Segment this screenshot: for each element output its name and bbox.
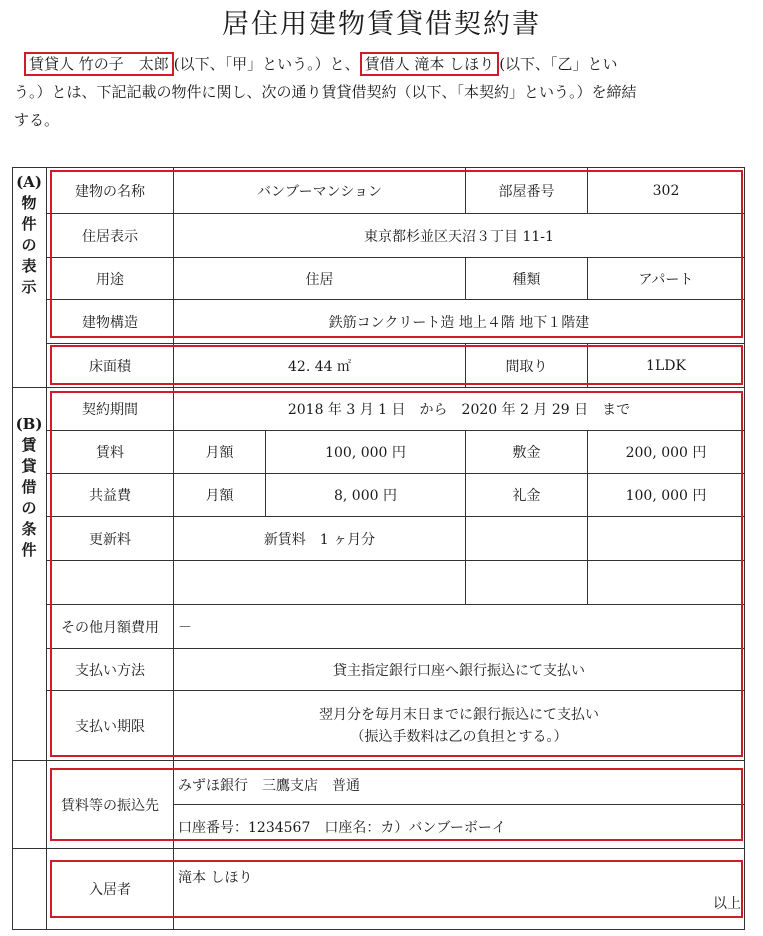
- type-label: 種類: [512, 271, 541, 288]
- renewal-label: 更新料: [89, 531, 131, 548]
- renewal-value: 新賃料 1 ヶ月分: [263, 531, 376, 548]
- section-b-char: 件: [21, 541, 37, 559]
- common-monthly-label: 月額: [205, 488, 234, 504]
- section-b-char: 賃: [21, 436, 37, 454]
- structure-label: 建物構造: [82, 314, 138, 331]
- lessee-name: 賃借人 滝本 しほり: [360, 52, 500, 76]
- section-a-char: の: [21, 236, 37, 254]
- section-b-char: 条: [21, 520, 37, 538]
- period-label: 契約期間: [82, 402, 138, 418]
- bank-label: 賃料等の振込先: [61, 797, 159, 814]
- document-title: 居住用建物賃貸借契約書: [222, 9, 541, 40]
- payment-deadline-value: [174, 691, 744, 760]
- section-a-char: 示: [21, 278, 37, 296]
- intro-text-1: (以下、「甲」という。）と、: [173, 55, 360, 73]
- payment-deadline-line-1: 翌月分を毎月末日までに銀行振込にて支払い: [319, 706, 599, 723]
- payment-method-label: 支払い方法: [75, 662, 145, 679]
- structure-value: 鉄筋コンクリート造 地上４階 地下１階建: [328, 314, 590, 331]
- floor-area-label: 床面積: [89, 358, 131, 375]
- other-fee-value: －: [178, 619, 192, 636]
- use-label: 用途: [96, 271, 124, 288]
- bank-line-2: 口座番号：1234567 口座名：カ）バンブーボーイ: [178, 820, 506, 836]
- address-label: 住居表示: [82, 228, 138, 245]
- section-b-letter: (B): [15, 415, 43, 433]
- section-a-char: 件: [21, 215, 37, 233]
- intro-line-3: する。: [14, 111, 60, 129]
- intro-text-2: (以下、「乙」とい: [499, 55, 618, 73]
- section-a-label: [12, 172, 46, 298]
- room-number-label: 部屋番号: [498, 183, 555, 200]
- section-b-char: 貸: [21, 457, 37, 475]
- payment-deadline-label: 支払い期限: [75, 718, 145, 735]
- bank-line-1: みずほ銀行 三鷹支店 普通: [178, 778, 360, 794]
- section-b-char: の: [21, 499, 37, 517]
- key-money-value: 100, 000 円: [625, 488, 707, 504]
- resident-label: 入居者: [89, 882, 131, 898]
- lessor-name: 賃貸人 竹の子 太郎: [24, 52, 174, 76]
- rent-value: 100, 000 円: [325, 445, 406, 461]
- payment-method-value: 貸主指定銀行口座へ銀行振込にて支払い: [333, 662, 585, 679]
- layout-value: 1LDK: [646, 357, 686, 374]
- resident-name: 滝本 しほり: [178, 870, 253, 886]
- intro-line-2: う。）とは、下記記載の物件に関し、次の通り賃貸借契約（以下、「本契約」という。）を締結: [14, 83, 637, 101]
- intro-paragraph: [14, 50, 749, 134]
- section-a-char: 表: [21, 257, 37, 275]
- section-b-char: 借: [21, 478, 37, 496]
- deposit-value: 200, 000 円: [625, 445, 707, 461]
- rent-monthly-label: 月額: [205, 445, 234, 461]
- room-number-value: 302: [652, 182, 680, 199]
- use-value: 住居: [305, 271, 334, 288]
- deposit-label: 敷金: [512, 445, 541, 461]
- document-end-mark: 以上: [713, 896, 741, 912]
- floor-area-value: 42. 44 ㎡: [288, 358, 351, 375]
- common-fee-value: 8, 000 円: [334, 488, 397, 504]
- key-money-label: 礼金: [512, 488, 541, 504]
- rent-label: 賃料: [96, 445, 124, 461]
- section-a-char: 物: [21, 194, 37, 212]
- layout-label: 間取り: [505, 358, 548, 375]
- building-name-label: 建物の名称: [75, 183, 145, 200]
- section-a-letter: (A): [16, 173, 42, 191]
- building-name-value: バンブーマンション: [257, 183, 382, 200]
- period-value: 2018 年 3 月 1 日 から 2020 年 2 月 29 日 まで: [287, 402, 631, 418]
- section-b-label: [12, 414, 46, 561]
- payment-deadline-line-2: （振込手数料は乙の負担とする。）: [350, 728, 568, 745]
- type-value: アパート: [638, 271, 694, 288]
- other-fee-label: その他月額費用: [61, 619, 159, 636]
- address-value: 東京都杉並区天沼３丁目 11-1: [364, 228, 554, 245]
- common-fee-label: 共益費: [89, 488, 131, 504]
